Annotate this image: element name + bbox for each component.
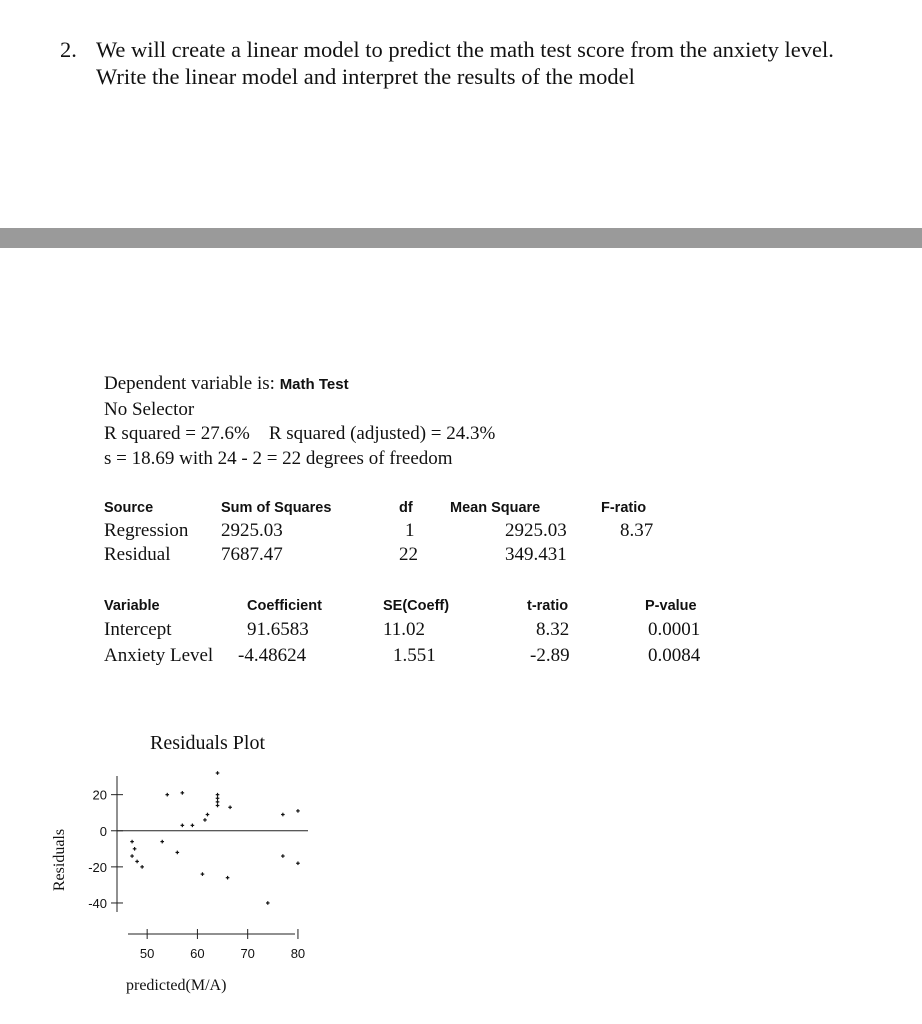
anova-regression-df: 1: [405, 520, 415, 541]
x-axis-label: predicted(M/A): [126, 977, 227, 994]
anova-residual-source: Residual: [104, 544, 171, 565]
coef-header-coefficient: Coefficient: [247, 598, 322, 614]
data-point: [181, 791, 185, 795]
coef-intercept-p: 0.0001: [648, 619, 701, 640]
data-point: [266, 901, 270, 905]
r-squared: R squared = 27.6%: [104, 423, 250, 444]
coef-header-p: P-value: [645, 598, 697, 614]
data-point: [216, 793, 220, 797]
data-point: [216, 800, 220, 804]
coef-anxiety-variable: Anxiety Level: [104, 645, 214, 666]
coef-header-variable: Variable: [104, 598, 160, 614]
selector-line: No Selector: [104, 398, 195, 420]
data-point: [181, 824, 185, 828]
x-tick-label: 80: [290, 946, 306, 961]
data-point: [140, 865, 144, 869]
question-number: 2.: [60, 37, 77, 62]
data-point: [296, 809, 300, 813]
data-point: [281, 813, 285, 817]
data-point: [226, 876, 230, 880]
question-line-2: Write the linear model and interpret the results of the model: [96, 64, 635, 89]
coef-intercept-variable: Intercept: [104, 619, 172, 640]
anova-residual-ms: 349.431: [505, 544, 567, 565]
r-squared-adjusted: R squared (adjusted) = 24.3%: [268, 423, 496, 444]
data-point: [296, 861, 300, 865]
data-point: [191, 824, 195, 828]
anova-header-ss: Sum of Squares: [221, 500, 332, 516]
coef-header-t: t-ratio: [527, 598, 569, 614]
y-tick-label: -20: [88, 859, 107, 875]
data-point: [130, 854, 134, 858]
coef-intercept-se: 11.02: [383, 619, 426, 640]
data-point: [133, 847, 137, 851]
data-point: [281, 854, 285, 858]
coef-anxiety-se: 1.551: [393, 645, 436, 666]
anova-regression-source: Regression: [104, 520, 189, 541]
coef-header-se: SE(Coeff): [383, 598, 450, 614]
data-point: [130, 840, 134, 844]
anova-regression-ms: 2925.03: [505, 520, 567, 541]
question-line-1: We will create a linear model to predict the math test score from the anxiety level.: [96, 37, 834, 62]
x-tick-label: 60: [190, 946, 205, 961]
anova-header-ms: Mean Square: [450, 500, 541, 516]
anova-residual-ss: 7687.47: [221, 544, 283, 565]
x-tick-label: 50: [139, 946, 155, 961]
data-point: [216, 796, 220, 800]
coef-intercept-coefficient: 91.6583: [247, 619, 309, 640]
y-axis-label: Residuals: [51, 828, 68, 892]
dependent-variable-value: Math Test: [279, 376, 349, 393]
data-point: [228, 805, 232, 809]
y-tick-label: 20: [92, 787, 107, 803]
data-point: [165, 793, 169, 797]
anova-regression-f: 8.37: [620, 520, 654, 541]
data-point: [160, 840, 164, 844]
data-point: [206, 813, 210, 817]
data-point: [216, 804, 220, 808]
coef-intercept-t: 8.32: [536, 619, 570, 640]
data-point: [201, 872, 205, 876]
anova-header-df: df: [399, 500, 413, 516]
y-tick-label: 0: [99, 823, 107, 839]
coef-anxiety-coefficient: -4.48624: [238, 645, 307, 666]
chart-title: Residuals Plot: [150, 732, 266, 754]
dependent-variable-label: Dependent variable is:: [104, 373, 275, 394]
anova-regression-ss: 2925.03: [221, 520, 283, 541]
data-point: [216, 771, 220, 775]
s-line: s = 18.69 with 24 - 2 = 22 degrees of freedom: [104, 447, 453, 469]
anova-residual-df: 22: [399, 544, 418, 565]
data-point: [135, 860, 139, 864]
anova-header-source: Source: [104, 500, 154, 516]
coef-anxiety-t: -2.89: [530, 645, 570, 666]
data-point: [176, 851, 180, 855]
y-tick-label: -40: [88, 895, 107, 911]
anova-header-f: F-ratio: [601, 500, 647, 516]
coef-anxiety-p: 0.0084: [648, 645, 701, 666]
x-tick-label: 70: [240, 946, 255, 961]
data-point: [203, 818, 207, 822]
